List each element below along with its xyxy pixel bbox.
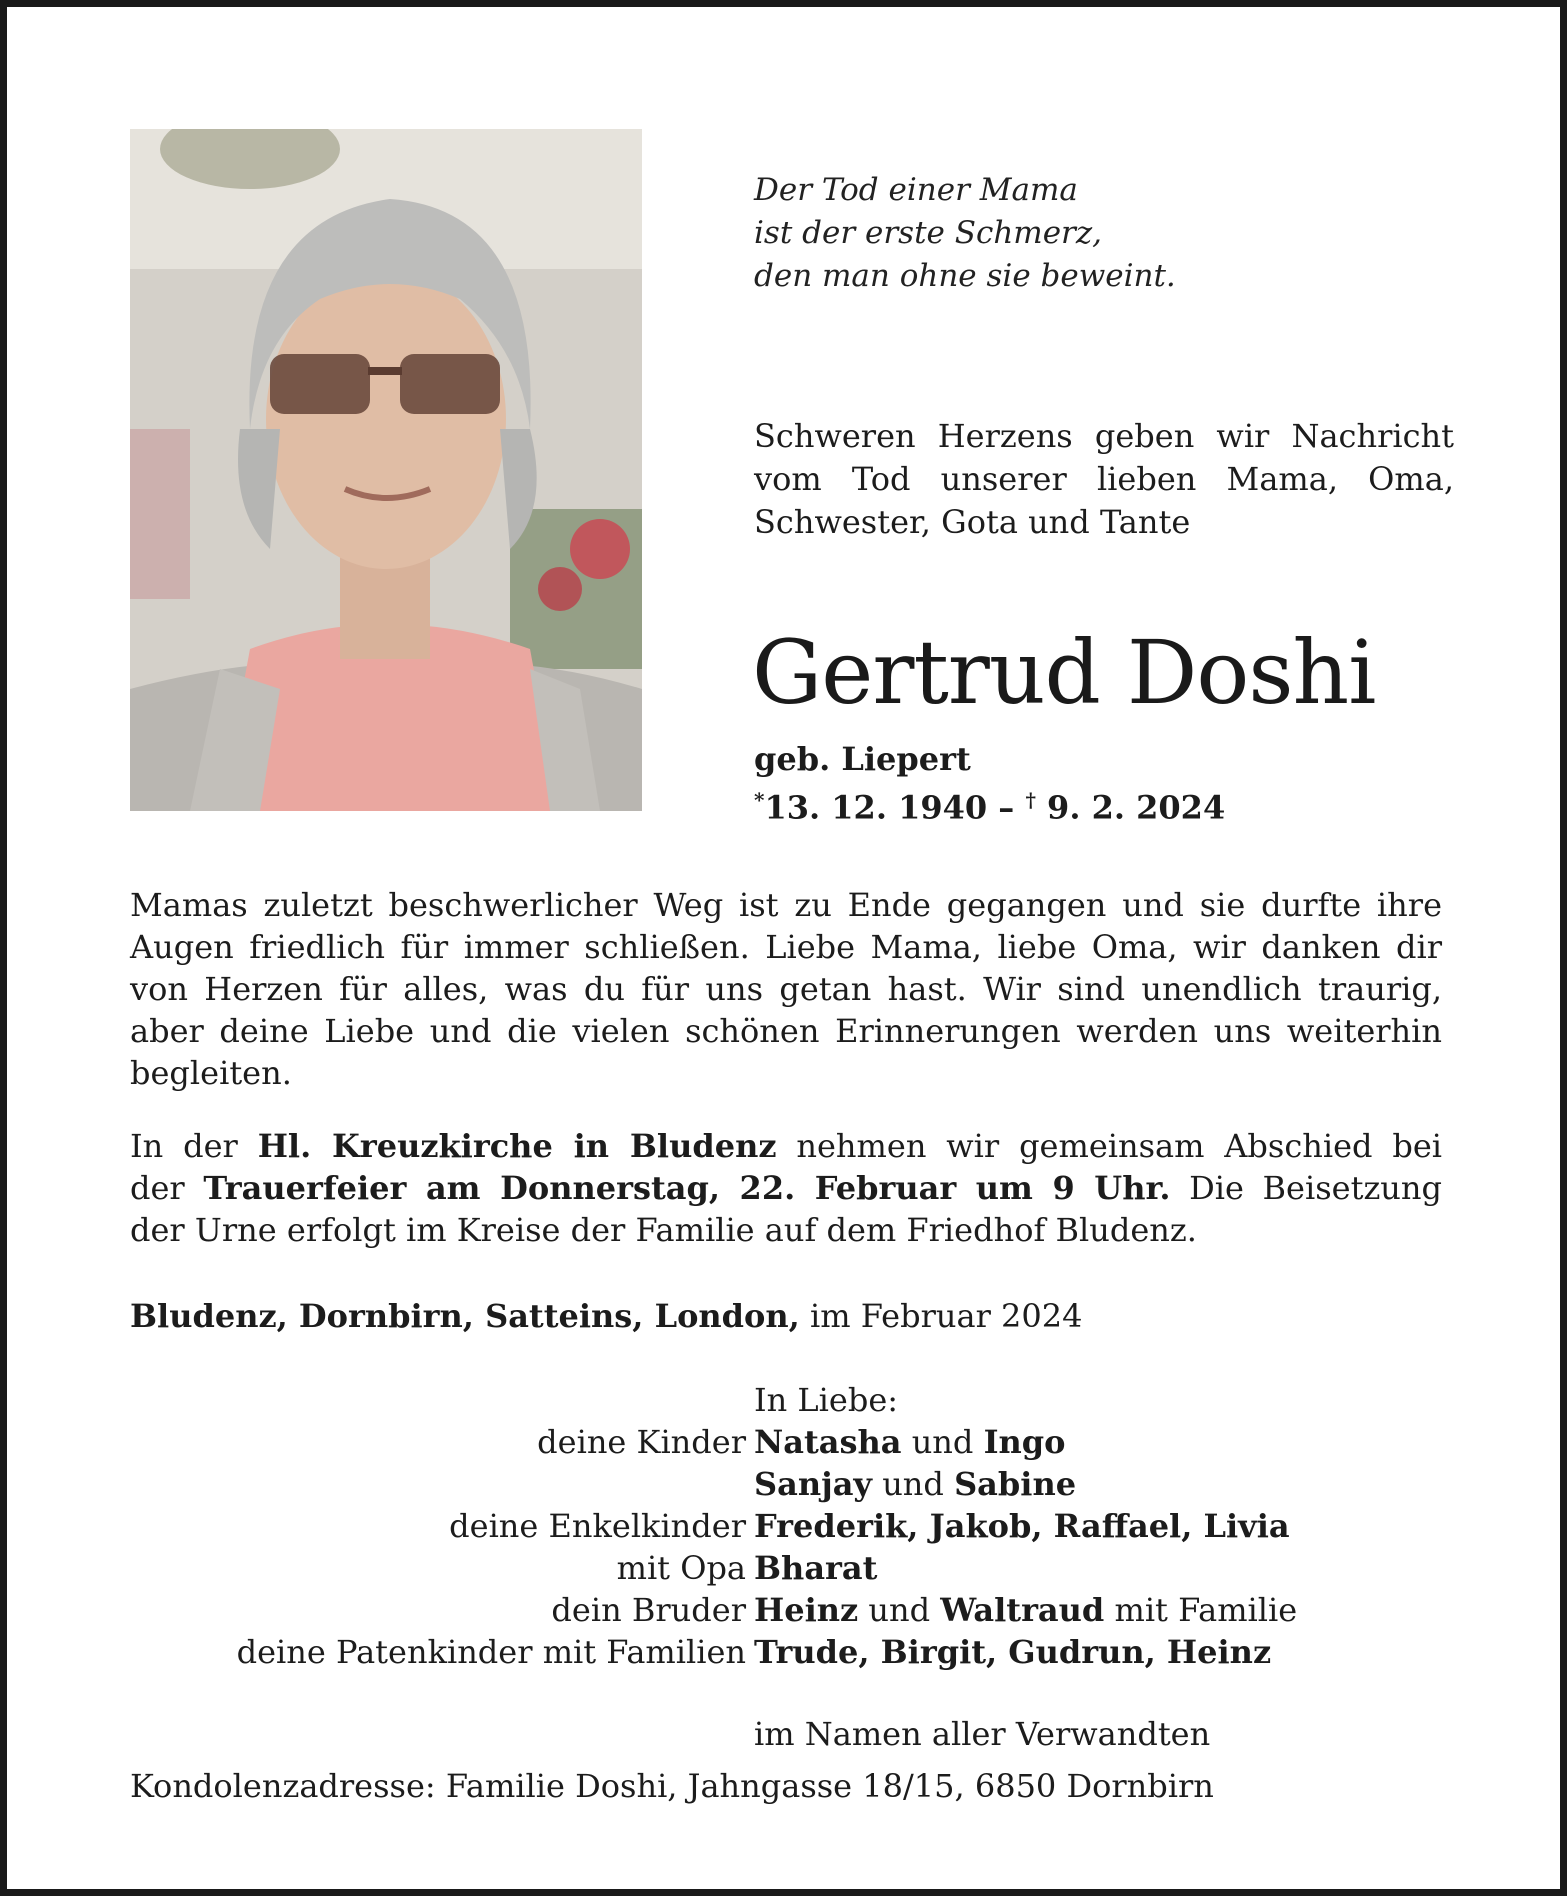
text-run: Die Beisetzung <box>1170 1169 1442 1207</box>
signoff: im Namen aller Verwandten <box>754 1715 1211 1753</box>
poem-line: den man ohne sie beweint. <box>754 258 1176 294</box>
portrait-photo <box>130 129 642 811</box>
signer-name: Frederik, Jakob, Raffael, Livia <box>754 1507 1290 1545</box>
signers-list <box>130 1421 1430 1673</box>
signer-row <box>130 1589 1430 1631</box>
condolence-address: Kondolenzadresse: Familie Doshi, Jahngasse 18/15, 6850 Dornbirn <box>130 1767 1214 1805</box>
signer-name: Trude, Birgit, Gudrun, Heinz <box>754 1633 1272 1671</box>
intro-line: Schweren Herzens geben wir Nachricht <box>754 417 1454 455</box>
death-date: 9. 2. 2024 <box>1047 788 1226 827</box>
announcement-intro <box>754 415 1454 544</box>
signer-row <box>130 1631 1430 1673</box>
farewell-paragraph <box>130 884 1442 1094</box>
signer-tail: mit Familie <box>1104 1591 1298 1629</box>
poem-line: ist der erste Schmerz, <box>754 215 1103 251</box>
portrait-illustration <box>130 129 642 811</box>
paragraph-line: Mamas zuletzt beschwerlicher Weg ist zu Ende gegangen und sie durfte ihre <box>130 886 1442 924</box>
signer-row <box>130 1505 1430 1547</box>
places-line <box>130 1295 1082 1337</box>
signer-row <box>130 1547 1430 1589</box>
paragraph-line <box>130 1167 1442 1209</box>
signer-name: Sabine <box>954 1465 1077 1503</box>
obituary-notice <box>7 7 1560 1889</box>
paragraph-line: der Urne erfolgt im Kreise der Familie auf dem Friedhof Bludenz. <box>130 1211 1197 1249</box>
signer-name: Waltraud <box>940 1591 1105 1629</box>
signer-names <box>754 1421 1066 1463</box>
signer-relation: deine Kinder <box>537 1423 746 1461</box>
signer-relation: dein Bruder <box>551 1591 746 1629</box>
signer-row <box>130 1463 1430 1505</box>
birth-date: 13. 12. 1940 <box>764 788 988 827</box>
signer-row <box>130 1421 1430 1463</box>
paragraph-line <box>130 1125 1442 1167</box>
signer-relation: mit Opa <box>616 1549 746 1587</box>
signer-join: und <box>872 1465 955 1503</box>
death-symbol: † <box>1025 788 1036 812</box>
paragraph-line: von Herzen für alles, was du für uns getan hast. Wir sind unendlich traurig, <box>130 970 1442 1008</box>
month-year: im Februar 2024 <box>799 1297 1083 1335</box>
signer-join: und <box>901 1423 984 1461</box>
signer-name: Sanjay <box>754 1465 873 1503</box>
life-dates <box>754 779 1225 829</box>
signer-relation: deine Enkelkinder <box>449 1507 746 1545</box>
signer-names <box>754 1589 1297 1631</box>
text-run: In der <box>130 1127 258 1165</box>
paragraph-line: Augen friedlich für immer schließen. Liebe Mama, liebe Oma, wir danken dir <box>130 928 1442 966</box>
signer-name: Bharat <box>754 1549 878 1587</box>
service-paragraph <box>130 1125 1442 1251</box>
text-run: nehmen wir gemeinsam Abschied bei <box>776 1127 1443 1165</box>
signer-name: Natasha <box>754 1423 902 1461</box>
signer-names <box>754 1547 877 1589</box>
signer-names <box>754 1631 1271 1673</box>
signer-name: Heinz <box>754 1591 859 1629</box>
intro-line: Schwester, Gota und Tante <box>754 503 1191 541</box>
poem <box>754 169 1176 298</box>
places: Bludenz, Dornbirn, Satteins, London, <box>130 1297 800 1335</box>
service-date: Trauerfeier am Donnerstag, 22. Februar um 9 Uhr. <box>203 1169 1171 1207</box>
birth-name: geb. Liepert <box>754 740 971 778</box>
in-liebe: In Liebe: <box>754 1381 899 1419</box>
signer-name: Ingo <box>983 1423 1066 1461</box>
deceased-name: Gertrud Doshi <box>752 621 1376 724</box>
intro-line: vom Tod unserer lieben Mama, Oma, <box>754 460 1454 498</box>
birth-symbol: * <box>754 788 765 812</box>
signer-relation <box>130 1463 754 1505</box>
signer-relation: deine Patenkinder mit Familien <box>236 1633 746 1671</box>
signer-names <box>754 1463 1076 1505</box>
paragraph-line: aber deine Liebe und die vielen schönen Erinnerungen werden uns weiterhin <box>130 1012 1442 1050</box>
paragraph-line: begleiten. <box>130 1054 292 1092</box>
text-run: der <box>130 1169 204 1207</box>
poem-line: Der Tod einer Mama <box>754 172 1078 208</box>
signer-join: und <box>858 1591 941 1629</box>
church-name: Hl. Kreuzkirche in Bludenz <box>257 1127 777 1165</box>
date-separator: – <box>987 788 1026 827</box>
signer-names <box>754 1505 1290 1547</box>
